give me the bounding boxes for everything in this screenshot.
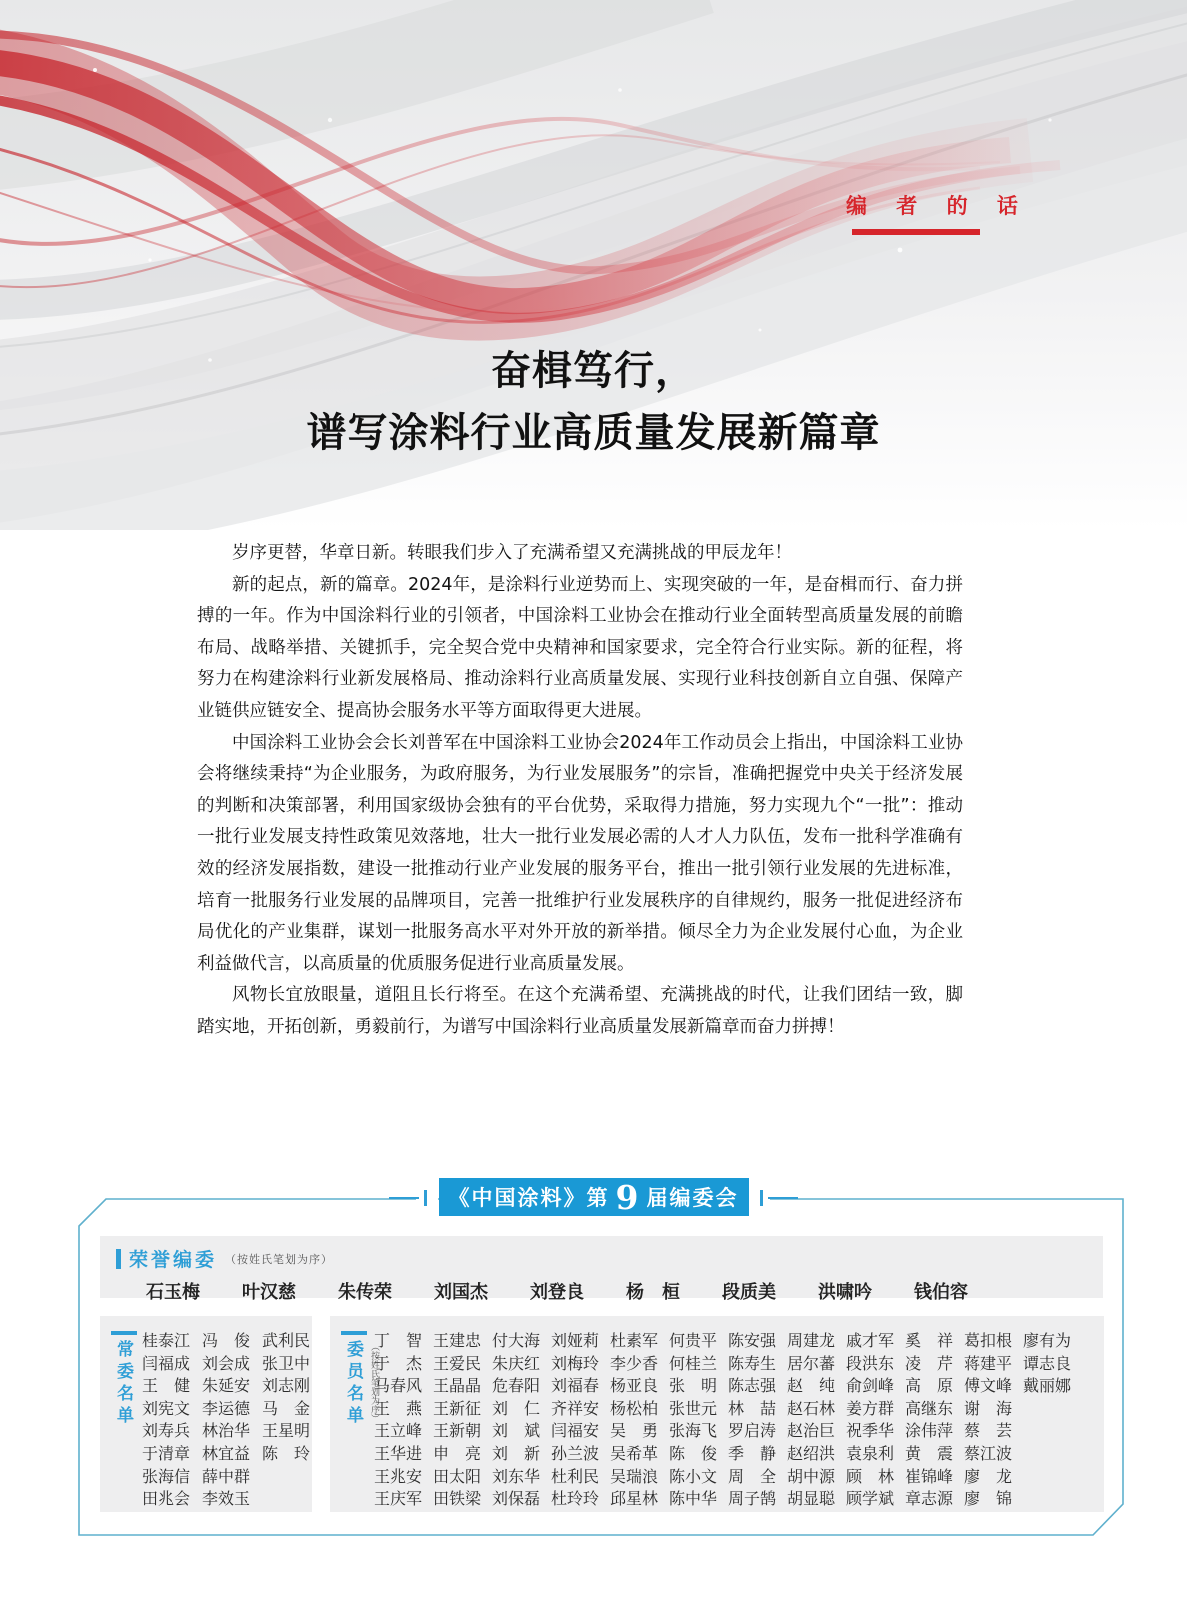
member-name: 何贵平 <box>669 1331 718 1350</box>
member-name: 周建龙 <box>787 1331 836 1350</box>
body-paragraph: 中国涂料工业协会会长刘普军在中国涂料工业协会2024年工作动员会上指出，中国涂料工业协会将继续秉持“为企业服务，为政府服务，为行业发展服务”的宗旨，准确把握党中央关于经济发展的判断和决策部署，利用国家级协会独有的平台优势，采取得力措施，努力实现九个“一批”：推动一批行业发展支持性政策见效落地，壮大一批行业发展必需的人才人力队伍，发布一批科学准确有效的经济发展指数，建设一批推动行业产业发展的服务平台，推出一批引领行业发展的先进标准，培育一批服务行业发展的品牌项目，完善一批维护行业发展秩序的自律规约，服务一批促进经济布局优化的产业集群，谋划一批服务高水平对外开放的新举措。倾尽全力为企业发展付心血，为企业利益做代言，以高质量的优质服务促进行业高质量发展。 <box>197 732 963 974</box>
honorary-committee-header <box>100 1236 1103 1272</box>
standing-member-name: 刘志刚 <box>262 1376 311 1396</box>
standing-column <box>262 1330 312 1512</box>
members-row <box>374 1420 1072 1443</box>
honorary-member-name: 刘登良 <box>530 1282 584 1303</box>
member-name: 吴希革 <box>610 1443 659 1463</box>
outline-gap <box>748 1196 770 1202</box>
standing-committee-label: 常委名单 <box>113 1340 133 1428</box>
standing-member-name: 林治华 <box>202 1421 251 1441</box>
member-name: 胡显聪 <box>787 1489 836 1509</box>
editors-note-underline <box>852 229 980 235</box>
member-name: 刘梅玲 <box>551 1353 600 1373</box>
member-name: 刘娅莉 <box>551 1331 600 1350</box>
member-name: 马春风 <box>374 1376 423 1396</box>
standing-member-name: 王星明 <box>262 1421 311 1441</box>
member-name: 陈寿生 <box>728 1353 777 1373</box>
member-name: 王晶晶 <box>433 1376 482 1396</box>
outline-gap <box>416 1196 438 1202</box>
member-name: 廖 锦 <box>964 1489 1013 1509</box>
standing-member-name: 冯 俊 <box>202 1331 251 1350</box>
member-name: 涂伟萍 <box>905 1421 954 1441</box>
standing-member-name: 刘宪文 <box>142 1398 191 1418</box>
standing-member-name: 于清章 <box>142 1443 191 1463</box>
member-name: 张海飞 <box>669 1421 718 1441</box>
members-row <box>374 1443 1072 1466</box>
member-name: 戚才军 <box>846 1331 895 1350</box>
member-name: 周 全 <box>728 1466 777 1486</box>
member-name: 何桂兰 <box>669 1353 718 1373</box>
member-name: 陈安强 <box>728 1331 777 1350</box>
body-paragraph: 岁序更替，华章日新。转眼我们步入了充满希望又充满挑战的甲辰龙年！ <box>232 543 792 563</box>
banner-deco-line-right <box>768 1197 798 1199</box>
member-name: 刘 新 <box>492 1443 541 1463</box>
members-grid <box>374 1316 1072 1512</box>
member-name: 赵绍洪 <box>787 1443 836 1463</box>
members-row <box>374 1398 1072 1421</box>
standing-member-name: 朱延安 <box>202 1376 251 1396</box>
member-name: 孙兰波 <box>551 1443 600 1463</box>
member-name: 葛扣根 <box>964 1331 1013 1350</box>
member-name: 赵 纯 <box>787 1376 836 1396</box>
members-panel <box>330 1316 1104 1512</box>
standing-member-name: 张卫中 <box>262 1353 311 1373</box>
member-name: 祝季华 <box>846 1421 895 1441</box>
member-name: 朱庆红 <box>492 1353 541 1373</box>
banner-deco-tick-left <box>424 1190 427 1206</box>
members-row <box>374 1488 1072 1511</box>
member-name: 顾 林 <box>846 1466 895 1486</box>
member-name: 于 杰 <box>374 1353 423 1373</box>
honorary-member-name: 石玉梅 <box>146 1282 200 1303</box>
honorary-committee-panel <box>100 1236 1103 1303</box>
standing-member-name: 武利民 <box>262 1331 311 1350</box>
blue-bar-icon <box>111 1331 137 1335</box>
member-name: 居尔蕃 <box>787 1353 836 1373</box>
member-name: 刘保磊 <box>492 1489 541 1509</box>
member-name: 杜玲玲 <box>551 1489 600 1509</box>
member-name: 段洪东 <box>846 1353 895 1373</box>
member-name: 危春阳 <box>492 1376 541 1396</box>
member-name: 杜素军 <box>610 1331 659 1350</box>
article-title <box>0 340 1187 464</box>
member-name: 刘东华 <box>492 1466 541 1486</box>
standing-member-name: 薛中群 <box>202 1466 251 1486</box>
banner-prefix: 《中国涂料》第 <box>448 1185 610 1210</box>
body-paragraph: 新的起点，新的篇章。2024年，是涂料行业逆势而上、实现突破的一年，是奋楫而行、奋力拼搏的一年。作为中国涂料行业的引领者，中国涂料工业协会在推动行业全面转型高质量发展的前瞻布局、战略举措、关键抓手，完全契合党中央精神和国家要求，完全符合行业实际。新的征程，将努力在构建涂料行业新发展格局、推动涂料行业高质量发展、实现行业科技创新自立自强、保障产业链供应链安全、提高协会服务水平等方面取得更大进展。 <box>197 574 963 721</box>
member-name: 齐祥安 <box>551 1398 600 1418</box>
honorary-committee-label: 荣誉编委 <box>129 1249 218 1271</box>
member-name: 顾学斌 <box>846 1489 895 1509</box>
standing-member-name: 林宜益 <box>202 1443 251 1463</box>
members-row <box>374 1466 1072 1489</box>
member-name: 谢 海 <box>964 1398 1013 1418</box>
member-name: 蔡江波 <box>964 1443 1013 1463</box>
honorary-member-name: 杨 桓 <box>626 1282 680 1303</box>
members-row <box>374 1330 1072 1353</box>
member-name: 张 明 <box>669 1376 718 1396</box>
blue-bar-icon <box>116 1249 121 1269</box>
standing-member-name: 刘寿兵 <box>142 1421 191 1441</box>
title-line-2: 谱写涂料行业高质量发展新篇章 <box>306 409 881 456</box>
member-name: 奚 祥 <box>905 1331 954 1350</box>
banner-deco-line-left <box>389 1197 419 1199</box>
standing-member-name: 张海信 <box>142 1466 191 1486</box>
member-name: 王爱民 <box>433 1353 482 1373</box>
body-paragraph: 风物长宜放眼量，道阻且长行将至。在这个充满希望、充满挑战的时代，让我们团结一致，脚踏实地，开拓创新，勇毅前行，为谱写中国涂料行业高质量发展新篇章而奋力拼搏！ <box>197 985 963 1037</box>
member-name: 王新朝 <box>433 1421 482 1441</box>
standing-committee-label-col <box>100 1316 142 1512</box>
member-name: 廖有为 <box>1023 1331 1072 1350</box>
member-name: 李少香 <box>610 1353 659 1373</box>
member-name: 杨亚良 <box>610 1376 659 1396</box>
article-body <box>197 538 963 1044</box>
standing-member-name: 闫福成 <box>142 1353 191 1373</box>
standing-column <box>142 1330 192 1512</box>
member-name: 陈小文 <box>669 1466 718 1486</box>
member-name: 陈中华 <box>669 1489 718 1509</box>
standing-member-name: 陈 玲 <box>262 1443 311 1463</box>
member-name: 杨松柏 <box>610 1398 659 1418</box>
member-name: 凌 芹 <box>905 1353 954 1373</box>
member-name: 王庆军 <box>374 1489 423 1509</box>
member-name: 王 燕 <box>374 1398 423 1418</box>
member-name: 谭志良 <box>1023 1353 1072 1373</box>
members-label: 委员名单 <box>343 1340 363 1428</box>
member-name: 姜方群 <box>846 1398 895 1418</box>
member-name: 赵治巨 <box>787 1421 836 1441</box>
member-name: 吴瑞浪 <box>610 1466 659 1486</box>
member-name: 张世元 <box>669 1398 718 1418</box>
member-name: 陈志强 <box>728 1376 777 1396</box>
member-name: 吴 勇 <box>610 1421 659 1441</box>
member-name: 黄 震 <box>905 1443 954 1463</box>
standing-committee-panel <box>100 1316 312 1512</box>
member-name: 俞剑峰 <box>846 1376 895 1396</box>
standing-member-name: 田兆会 <box>142 1489 191 1509</box>
standing-committee-names <box>142 1316 312 1512</box>
title-line-1: 奋楫笃行， <box>491 347 696 394</box>
standing-member-name: 李效玉 <box>202 1489 251 1509</box>
honorary-committee-note: （按姓氏笔划为序） <box>225 1252 334 1266</box>
member-name: 袁泉利 <box>846 1443 895 1463</box>
honorary-committee-names <box>100 1272 1103 1304</box>
member-name: 丁 智 <box>374 1331 423 1350</box>
banner-deco-tick-right <box>760 1190 763 1206</box>
members-row <box>374 1353 1072 1376</box>
standing-member-name: 桂泰江 <box>142 1331 191 1350</box>
honorary-member-name: 刘国杰 <box>434 1282 488 1303</box>
members-note: （按姓氏笔划为序） <box>369 1342 379 1423</box>
member-name: 陈 俊 <box>669 1443 718 1463</box>
member-name: 崔锦峰 <box>905 1466 954 1486</box>
member-name: 戴丽娜 <box>1023 1376 1072 1396</box>
member-name: 田铁梁 <box>433 1489 482 1509</box>
members-row <box>374 1375 1072 1398</box>
member-name: 季 静 <box>728 1443 777 1463</box>
member-name: 王华进 <box>374 1443 423 1463</box>
member-name: 邱星林 <box>610 1489 659 1509</box>
member-name: 田太阳 <box>433 1466 482 1486</box>
banner-suffix: 届编委会 <box>646 1185 739 1210</box>
member-name: 刘 仁 <box>492 1398 541 1418</box>
standing-column <box>202 1330 252 1512</box>
standing-member-name: 李运德 <box>202 1398 251 1418</box>
banner-edition-number: 9 <box>615 1177 641 1217</box>
member-name: 廖 龙 <box>964 1466 1013 1486</box>
editorial-board-banner <box>439 1178 749 1216</box>
honorary-member-name: 洪啸吟 <box>818 1282 872 1303</box>
honorary-member-name: 钱伯容 <box>914 1282 968 1303</box>
members-label-col <box>330 1316 379 1512</box>
member-name: 王立峰 <box>374 1421 423 1441</box>
honorary-member-name: 段质美 <box>722 1282 776 1303</box>
member-name: 赵石林 <box>787 1398 836 1418</box>
member-name: 罗启涛 <box>728 1421 777 1441</box>
member-name: 高继东 <box>905 1398 954 1418</box>
member-name: 蒋建平 <box>964 1353 1013 1373</box>
member-name: 林 喆 <box>728 1398 777 1418</box>
member-name: 傅文峰 <box>964 1376 1013 1396</box>
member-name: 杜利民 <box>551 1466 600 1486</box>
member-name: 蔡 芸 <box>964 1421 1013 1441</box>
blue-bar-icon <box>341 1331 367 1335</box>
member-name: 章志源 <box>905 1489 954 1509</box>
editors-note-label: 编 者 的 话 <box>846 193 1029 218</box>
member-name: 付大海 <box>492 1331 541 1350</box>
member-name: 高 原 <box>905 1376 954 1396</box>
honorary-member-name: 叶汉慈 <box>242 1282 296 1303</box>
standing-member-name: 王 健 <box>142 1376 191 1396</box>
standing-member-name: 刘会成 <box>202 1353 251 1373</box>
member-name: 王新征 <box>433 1398 482 1418</box>
standing-member-name: 马 金 <box>262 1398 311 1418</box>
honorary-member-name: 朱传荣 <box>338 1282 392 1303</box>
member-name: 刘 斌 <box>492 1421 541 1441</box>
member-name: 胡中源 <box>787 1466 836 1486</box>
member-name: 刘福春 <box>551 1376 600 1396</box>
member-name: 闫福安 <box>551 1421 600 1441</box>
editors-note-tag <box>846 190 1029 235</box>
member-name: 王建忠 <box>433 1331 482 1350</box>
member-name: 周子鹄 <box>728 1489 777 1509</box>
member-name: 申 亮 <box>433 1443 482 1463</box>
member-name: 王兆安 <box>374 1466 423 1486</box>
